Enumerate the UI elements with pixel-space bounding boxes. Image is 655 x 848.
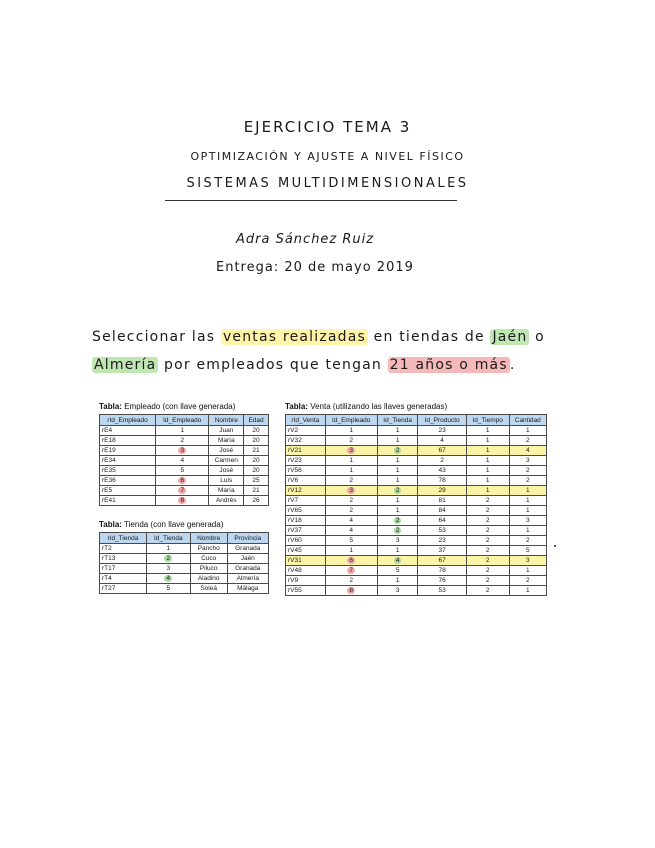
table-cell: Aladino bbox=[190, 574, 227, 584]
table-cell: 2 bbox=[509, 536, 546, 546]
table-cell: rT17 bbox=[100, 564, 147, 574]
table-cell bbox=[156, 496, 209, 506]
table-cell: 1 bbox=[509, 486, 546, 496]
table-cell: 5 bbox=[146, 584, 190, 594]
table-cell: 2 bbox=[466, 586, 509, 596]
table-cell bbox=[325, 586, 377, 596]
cell-value: 2 bbox=[166, 555, 171, 562]
table-cell: 2 bbox=[325, 506, 377, 516]
column-header: rId_Venta bbox=[286, 415, 326, 426]
venta-row bbox=[286, 566, 547, 576]
table-cell: 25 bbox=[244, 476, 269, 486]
venta-row bbox=[286, 476, 547, 486]
table-header-row bbox=[286, 415, 547, 426]
column-header: Id_Tienda bbox=[146, 533, 190, 544]
document-title: EJERCICIO TEMA 3 bbox=[243, 118, 412, 136]
venta-row bbox=[286, 526, 547, 536]
venta-row bbox=[286, 536, 547, 546]
table-cell: 1 bbox=[156, 426, 209, 436]
task-text: Seleccionar las bbox=[92, 329, 221, 345]
highlight-jaen: Jaén bbox=[492, 329, 528, 345]
table-cell: 1 bbox=[509, 506, 546, 516]
empleado-row bbox=[100, 476, 269, 486]
column-header: Provincia bbox=[227, 533, 268, 544]
column-header: rId_Empleado bbox=[100, 415, 156, 426]
task-text: o bbox=[529, 329, 545, 345]
empleado-row bbox=[100, 486, 269, 496]
table-cell: 84 bbox=[418, 506, 466, 516]
table-cell: 78 bbox=[418, 566, 466, 576]
task-text: por empleados que tengan bbox=[158, 357, 388, 373]
column-header: Id_Empleado bbox=[325, 415, 377, 426]
table-cell: 81 bbox=[418, 496, 466, 506]
table-cell: 20 bbox=[244, 426, 269, 436]
table-cell: 43 bbox=[418, 466, 466, 476]
table-cell: 67 bbox=[418, 556, 466, 566]
table-cell: rE35 bbox=[100, 466, 156, 476]
table-cell: 3 bbox=[377, 536, 418, 546]
column-header: Cantidad bbox=[509, 415, 546, 426]
table-cell: 1 bbox=[377, 576, 418, 586]
table-cell: Juan bbox=[209, 426, 244, 436]
table-cell: rE5 bbox=[100, 486, 156, 496]
table-cell: 1 bbox=[509, 426, 546, 436]
table-header-row bbox=[100, 415, 269, 426]
table-cell: Cuco bbox=[190, 554, 227, 564]
table-cell: 1 bbox=[466, 486, 509, 496]
table-cell: 2 bbox=[466, 496, 509, 506]
table-cell: 1 bbox=[146, 544, 190, 554]
table-cell bbox=[325, 556, 377, 566]
table-cell: 2 bbox=[325, 476, 377, 486]
table-cell: rE19 bbox=[100, 446, 156, 456]
table-cell: 2 bbox=[466, 516, 509, 526]
cell-value: 6 bbox=[349, 557, 354, 564]
cell-value: 7 bbox=[349, 567, 354, 574]
table-cell: 78 bbox=[418, 476, 466, 486]
venta-row bbox=[286, 496, 547, 506]
table-cell: rT4 bbox=[100, 574, 147, 584]
venta-row bbox=[286, 556, 547, 566]
delivery-date: Entrega: 20 de mayo 2019 bbox=[216, 260, 414, 275]
table-cell: 5 bbox=[325, 536, 377, 546]
table-cell: 1 bbox=[377, 496, 418, 506]
table-cell: rV21 bbox=[286, 446, 326, 456]
empleado-row bbox=[100, 466, 269, 476]
table-cell: 23 bbox=[418, 536, 466, 546]
table-cell bbox=[377, 516, 418, 526]
table-cell bbox=[377, 526, 418, 536]
table-cell: 21 bbox=[244, 486, 269, 496]
author-name: Adra Sánchez Ruiz bbox=[236, 232, 375, 247]
table-cell bbox=[156, 446, 209, 456]
table-cell: 4 bbox=[509, 446, 546, 456]
table-cell: 1 bbox=[377, 466, 418, 476]
table-cell: 4 bbox=[325, 516, 377, 526]
table-cell: rV37 bbox=[286, 526, 326, 536]
table-cell bbox=[156, 486, 209, 496]
table-cell: 29 bbox=[418, 486, 466, 496]
table-cell: 5 bbox=[509, 546, 546, 556]
table-cell: 2 bbox=[509, 576, 546, 586]
table-cell: 3 bbox=[509, 456, 546, 466]
cell-value: 3 bbox=[349, 447, 354, 454]
table-cell: María bbox=[209, 486, 244, 496]
empleado-row bbox=[100, 436, 269, 446]
venta-row bbox=[286, 486, 547, 496]
table-cell: 64 bbox=[418, 516, 466, 526]
table-cell: 21 bbox=[244, 446, 269, 456]
empleado-row bbox=[100, 496, 269, 506]
column-header: Id_Tienda bbox=[377, 415, 418, 426]
cell-value: 6 bbox=[180, 477, 185, 484]
table-cell: 53 bbox=[418, 586, 466, 596]
table-cell: 37 bbox=[418, 546, 466, 556]
cell-value: 3 bbox=[349, 487, 354, 494]
table-cell: 3 bbox=[509, 556, 546, 566]
table-cell: rV32 bbox=[286, 436, 326, 446]
tienda-row bbox=[100, 564, 269, 574]
table-cell: Pancho bbox=[190, 544, 227, 554]
table-cell: rE4 bbox=[100, 426, 156, 436]
table-cell: rV48 bbox=[286, 566, 326, 576]
venta-table bbox=[285, 414, 547, 596]
column-header: Id_Producto bbox=[418, 415, 466, 426]
venta-row bbox=[286, 576, 547, 586]
table-cell: 2 bbox=[325, 576, 377, 586]
table-cell: 3 bbox=[509, 516, 546, 526]
table-cell: 1 bbox=[466, 436, 509, 446]
table-cell: rT2 bbox=[100, 544, 147, 554]
table-cell: 20 bbox=[244, 456, 269, 466]
table-cell: 4 bbox=[325, 526, 377, 536]
table-cell: 1 bbox=[466, 466, 509, 476]
column-header: Id_Tiempo bbox=[466, 415, 509, 426]
table-cell: 2 bbox=[509, 436, 546, 446]
table-cell: 2 bbox=[466, 506, 509, 516]
empleado-caption: Tabla: Empleado (con llave generada) bbox=[99, 402, 236, 411]
column-header: Nombre bbox=[209, 415, 244, 426]
table-cell: rT27 bbox=[100, 584, 147, 594]
table-cell: Granada bbox=[227, 544, 268, 554]
task-line-1 bbox=[92, 329, 545, 345]
table-cell: 1 bbox=[325, 426, 377, 436]
task-text: . bbox=[509, 357, 516, 373]
table-cell: Carmen bbox=[209, 456, 244, 466]
table-cell: 3 bbox=[377, 586, 418, 596]
table-cell: 1 bbox=[509, 526, 546, 536]
stray-mark bbox=[554, 545, 556, 547]
table-cell: 3 bbox=[146, 564, 190, 574]
table-cell bbox=[325, 566, 377, 576]
highlight-almeria: Almería bbox=[94, 357, 157, 373]
table-cell bbox=[377, 446, 418, 456]
cell-value: 4 bbox=[395, 557, 400, 564]
table-cell: rV2 bbox=[286, 426, 326, 436]
table-cell: 2 bbox=[466, 536, 509, 546]
table-cell: rE36 bbox=[100, 476, 156, 486]
table-cell bbox=[325, 446, 377, 456]
table-cell bbox=[146, 554, 190, 564]
table-cell: 1 bbox=[377, 426, 418, 436]
table-header-row bbox=[100, 533, 269, 544]
table-cell: rV18 bbox=[286, 516, 326, 526]
cell-value: 2 bbox=[395, 517, 400, 524]
tienda-row bbox=[100, 554, 269, 564]
table-cell: José bbox=[209, 446, 244, 456]
table-cell bbox=[156, 476, 209, 486]
table-cell: 20 bbox=[244, 466, 269, 476]
table-cell: rE41 bbox=[100, 496, 156, 506]
table-cell: 2 bbox=[466, 526, 509, 536]
table-cell: 2 bbox=[325, 436, 377, 446]
tienda-table bbox=[99, 532, 269, 594]
table-cell: 5 bbox=[377, 566, 418, 576]
venta-row bbox=[286, 426, 547, 436]
cell-value: 2 bbox=[395, 487, 400, 494]
cell-value: 2 bbox=[395, 527, 400, 534]
table-cell: 1 bbox=[509, 496, 546, 506]
table-cell: 5 bbox=[156, 466, 209, 476]
cell-value: 4 bbox=[166, 575, 171, 582]
venta-row bbox=[286, 466, 547, 476]
cell-value: 2 bbox=[395, 447, 400, 454]
table-cell: Soleá bbox=[190, 584, 227, 594]
venta-row bbox=[286, 456, 547, 466]
table-cell: rT13 bbox=[100, 554, 147, 564]
table-cell: Piluco bbox=[190, 564, 227, 574]
table-cell: 53 bbox=[418, 526, 466, 536]
venta-row bbox=[286, 546, 547, 556]
table-cell: 1 bbox=[466, 426, 509, 436]
table-cell: 20 bbox=[244, 436, 269, 446]
table-cell: rV60 bbox=[286, 536, 326, 546]
cell-value: 8 bbox=[180, 497, 185, 504]
table-cell: rV23 bbox=[286, 456, 326, 466]
table-cell: rE18 bbox=[100, 436, 156, 446]
table-cell: 2 bbox=[418, 456, 466, 466]
table-cell: Almería bbox=[227, 574, 268, 584]
table-cell: 67 bbox=[418, 446, 466, 456]
table-cell: Málaga bbox=[227, 584, 268, 594]
table-cell: rV45 bbox=[286, 546, 326, 556]
table-cell: 2 bbox=[466, 546, 509, 556]
table-cell: 2 bbox=[509, 466, 546, 476]
table-cell: 2 bbox=[156, 436, 209, 446]
course-name: SISTEMAS MULTIDIMENSIONALES bbox=[186, 176, 469, 191]
table-cell: 1 bbox=[377, 456, 418, 466]
table-cell: rE34 bbox=[100, 456, 156, 466]
venta-caption: Tabla: Venta (utilizando las llaves generadas) bbox=[285, 402, 448, 411]
table-cell: rV9 bbox=[286, 576, 326, 586]
table-cell: 1 bbox=[377, 436, 418, 446]
highlight-sales: ventas realizadas bbox=[222, 329, 367, 345]
table-cell: rV6 bbox=[286, 476, 326, 486]
table-cell: Andrés bbox=[209, 496, 244, 506]
table-cell: María bbox=[209, 436, 244, 446]
table-cell: 23 bbox=[418, 426, 466, 436]
table-cell: 2 bbox=[466, 556, 509, 566]
table-cell: 1 bbox=[466, 476, 509, 486]
column-header: Id_Empleado bbox=[156, 415, 209, 426]
table-cell: 1 bbox=[466, 456, 509, 466]
table-cell: 1 bbox=[377, 546, 418, 556]
table-cell: 4 bbox=[156, 456, 209, 466]
table-cell: Granada bbox=[227, 564, 268, 574]
tienda-row bbox=[100, 574, 269, 584]
empleado-row bbox=[100, 456, 269, 466]
column-header: Edad bbox=[244, 415, 269, 426]
table-cell: 76 bbox=[418, 576, 466, 586]
table-cell: 1 bbox=[377, 506, 418, 516]
table-cell: 1 bbox=[377, 476, 418, 486]
empleado-row bbox=[100, 426, 269, 436]
table-cell: 26 bbox=[244, 496, 269, 506]
column-header: Nombre bbox=[190, 533, 227, 544]
task-text: en tiendas de bbox=[368, 329, 491, 345]
table-cell: 2 bbox=[509, 476, 546, 486]
document-subtitle: OPTIMIZACIÓN Y AJUSTE A NIVEL FÍSICO bbox=[190, 150, 465, 163]
venta-row bbox=[286, 586, 547, 596]
table-cell bbox=[325, 486, 377, 496]
highlight-age: 21 años o más bbox=[389, 357, 508, 373]
task-line-2 bbox=[92, 357, 515, 373]
table-cell: José bbox=[209, 466, 244, 476]
table-cell: 1 bbox=[509, 586, 546, 596]
table-cell bbox=[377, 556, 418, 566]
venta-row bbox=[286, 446, 547, 456]
venta-row bbox=[286, 436, 547, 446]
table-cell: rV7 bbox=[286, 496, 326, 506]
table-cell: rV65 bbox=[286, 506, 326, 516]
cell-value: 3 bbox=[180, 447, 185, 454]
table-cell: rV12 bbox=[286, 486, 326, 496]
table-cell: rV56 bbox=[286, 466, 326, 476]
empleado-table bbox=[99, 414, 269, 506]
column-header: rId_Tienda bbox=[100, 533, 147, 544]
tienda-row bbox=[100, 584, 269, 594]
table-cell: rV31 bbox=[286, 556, 326, 566]
table-cell: Luis bbox=[209, 476, 244, 486]
table-cell bbox=[377, 486, 418, 496]
table-cell: 4 bbox=[418, 436, 466, 446]
table-cell: 2 bbox=[325, 496, 377, 506]
table-cell: 1 bbox=[325, 466, 377, 476]
table-cell: 2 bbox=[466, 576, 509, 586]
tienda-row bbox=[100, 544, 269, 554]
table-cell: 1 bbox=[509, 566, 546, 576]
table-cell: Jaén bbox=[227, 554, 268, 564]
cell-value: 7 bbox=[180, 487, 185, 494]
table-cell: rV55 bbox=[286, 586, 326, 596]
venta-row bbox=[286, 506, 547, 516]
table-cell: 1 bbox=[325, 546, 377, 556]
cell-value: 8 bbox=[349, 587, 354, 594]
table-cell: 1 bbox=[466, 446, 509, 456]
title-underline bbox=[165, 200, 457, 201]
empleado-row bbox=[100, 446, 269, 456]
table-cell: 2 bbox=[466, 566, 509, 576]
table-cell bbox=[146, 574, 190, 584]
table-cell: 1 bbox=[325, 456, 377, 466]
venta-row bbox=[286, 516, 547, 526]
tienda-caption: Tabla: Tienda (con llave generada) bbox=[99, 520, 224, 529]
